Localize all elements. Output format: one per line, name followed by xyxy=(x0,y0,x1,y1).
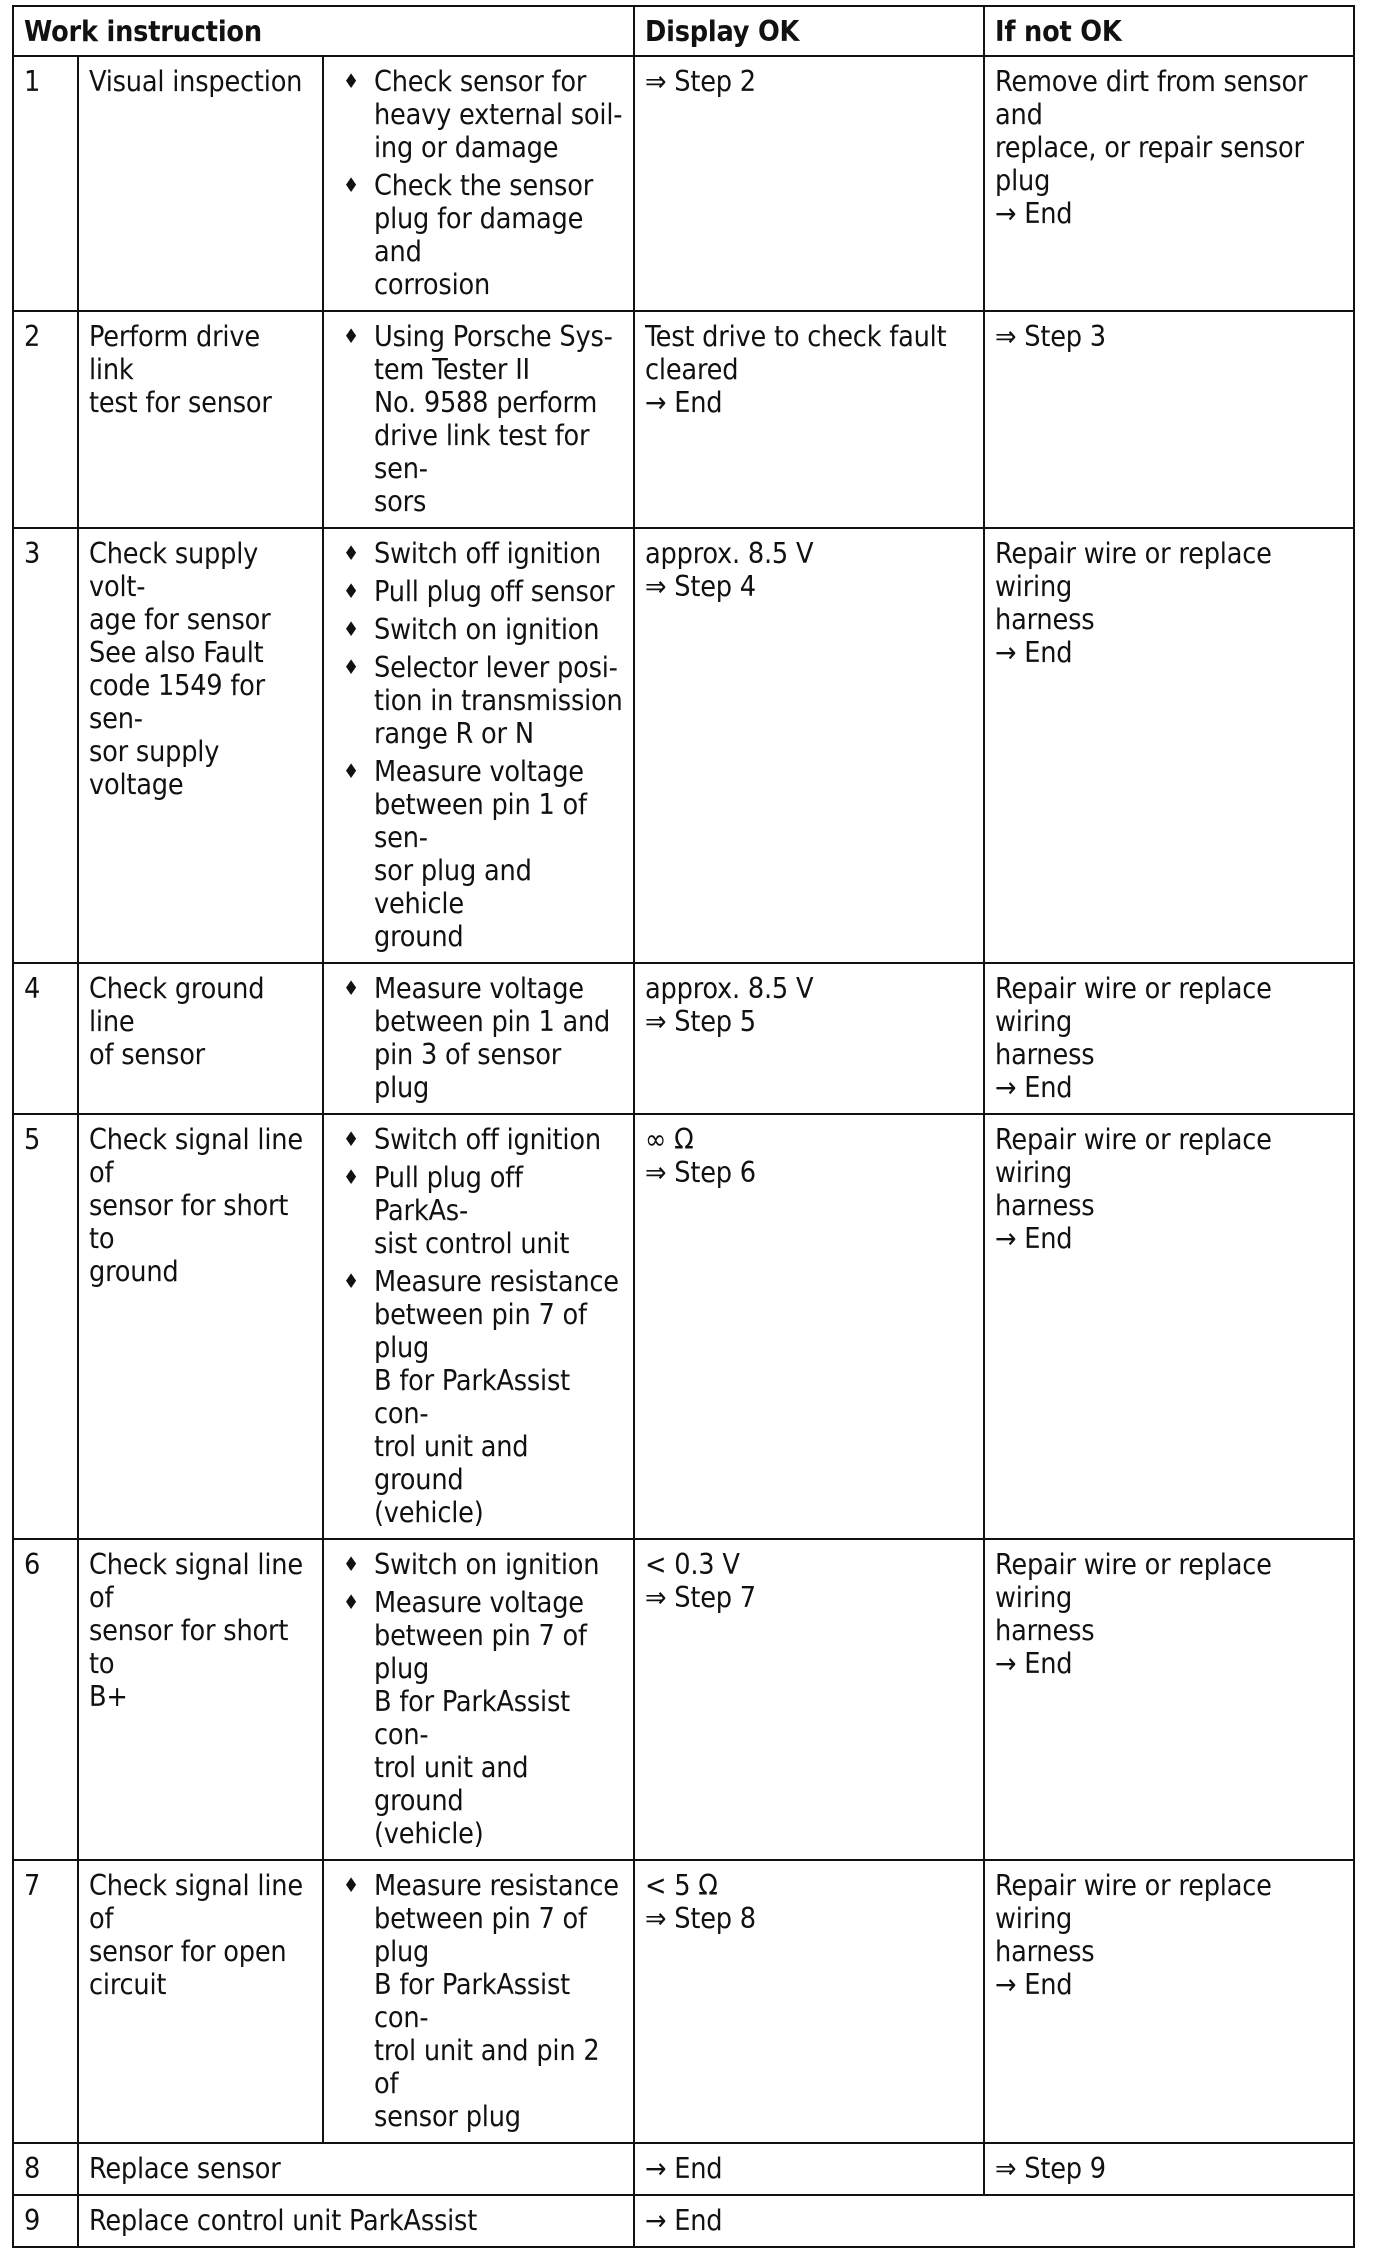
text-line: ⇒ Step 5 xyxy=(645,1005,756,1038)
procedure-list xyxy=(334,972,623,1104)
text-line: between pin 7 of plug xyxy=(374,1619,595,1685)
header-if-not-ok: If not OK xyxy=(984,6,1354,56)
bullet-icon: ♦ xyxy=(343,1873,359,1897)
text-line: → End xyxy=(995,1071,1073,1104)
text-line: sensor for short to xyxy=(89,1189,297,1255)
bullet-icon: ♦ xyxy=(343,759,359,783)
procedure-item xyxy=(334,320,623,518)
step-number: 5 xyxy=(13,1114,78,1539)
text-line: ⇒ Step 8 xyxy=(645,1902,756,1935)
text-line: ⇒ Step 7 xyxy=(645,1581,756,1614)
procedure-item xyxy=(334,613,623,646)
table-row xyxy=(13,1539,1354,1860)
text-line: Repair wire or replace wiring xyxy=(995,1869,1280,1935)
if-not-ok-cell xyxy=(984,1539,1354,1860)
text-line: ing or damage xyxy=(374,131,559,164)
text-line: cleared xyxy=(645,353,739,386)
text-line: Check signal line of xyxy=(89,1123,311,1189)
text-line: → End xyxy=(645,386,723,419)
text-line: ⇒ Step 6 xyxy=(645,1156,756,1189)
text-line: → End xyxy=(995,636,1073,669)
text-line: Measure voltage xyxy=(374,755,584,788)
text-line: approx. 8.5 V xyxy=(645,972,814,1005)
step-number: 7 xyxy=(13,1860,78,2143)
text-line: B+ xyxy=(89,1680,128,1713)
text-line: < 5 Ω xyxy=(645,1869,718,1902)
text-line: tem Tester II xyxy=(374,353,530,386)
bullet-icon: ♦ xyxy=(343,1127,359,1151)
text-line: Repair wire or replace wiring xyxy=(995,972,1280,1038)
if-not-ok-cell xyxy=(984,528,1354,963)
table-row xyxy=(13,528,1354,963)
text-line: tion in transmission xyxy=(374,684,623,717)
text-line: Switch off ignition xyxy=(374,1123,601,1156)
procedure-item xyxy=(334,1869,623,2133)
display-ok-cell xyxy=(634,528,984,963)
text-line: harness xyxy=(995,603,1095,636)
step-number: 2 xyxy=(13,311,78,528)
text-line: sors xyxy=(374,485,427,518)
text-line: test for sensor xyxy=(89,386,272,419)
display-ok-cell xyxy=(634,56,984,311)
display-ok-cell xyxy=(634,1539,984,1860)
procedure-item xyxy=(334,1586,623,1850)
procedure-item xyxy=(334,537,623,570)
text-line: sensor plug xyxy=(374,2100,521,2133)
step-title: Replace control unit ParkAssist xyxy=(78,2195,634,2247)
step-number: 6 xyxy=(13,1539,78,1860)
text-line: B for ParkAssist con- xyxy=(374,1364,578,1430)
text-line: Check the sensor xyxy=(374,169,594,202)
procedure-list xyxy=(334,320,623,518)
procedure-cell xyxy=(323,528,634,963)
text-line: Remove dirt from sensor and xyxy=(995,65,1316,131)
bullet-icon: ♦ xyxy=(343,655,359,679)
display-ok-cell xyxy=(634,311,984,528)
procedure-cell xyxy=(323,1539,634,1860)
text-line: ground xyxy=(89,1255,179,1288)
step-number: 4 xyxy=(13,963,78,1114)
display-ok-cell xyxy=(634,1860,984,2143)
procedure-list xyxy=(334,537,623,953)
bullet-icon: ♦ xyxy=(343,579,359,603)
text-line: Check signal line of xyxy=(89,1869,311,1935)
step-title xyxy=(78,1860,323,2143)
text-line: between pin 1 of sen- xyxy=(374,788,595,854)
text-line: range R or N xyxy=(374,717,534,750)
text-line: plug for damage and xyxy=(374,202,592,268)
if-not-ok-cell xyxy=(984,56,1354,311)
text-line: ground xyxy=(374,920,464,953)
procedure-item xyxy=(334,651,623,750)
text-line: ⇒ Step 4 xyxy=(645,570,756,603)
text-line: B for ParkAssist con- xyxy=(374,1685,578,1751)
if-not-ok-cell xyxy=(984,311,1354,528)
text-line: ⇒ Step 3 xyxy=(995,320,1106,353)
procedure-list xyxy=(334,1869,623,2133)
text-line: Check signal line of xyxy=(89,1548,311,1614)
text-line: Perform drive link xyxy=(89,320,268,386)
text-line: trol unit and pin 2 of xyxy=(374,2034,608,2100)
text-line: Repair wire or replace wiring xyxy=(995,1548,1280,1614)
table-row xyxy=(13,963,1354,1114)
bullet-icon: ♦ xyxy=(343,1590,359,1614)
if-not-ok-cell xyxy=(984,1860,1354,2143)
bullet-icon: ♦ xyxy=(343,1269,359,1293)
text-line: Visual inspection xyxy=(89,65,303,98)
text-line: between pin 7 of plug xyxy=(374,1298,595,1364)
text-line: Check sensor for xyxy=(374,65,587,98)
text-line: replace, or repair sensor xyxy=(995,131,1304,164)
bullet-icon: ♦ xyxy=(343,69,359,93)
text-line: Measure resistance xyxy=(374,1869,619,1902)
text-line: plug xyxy=(995,164,1051,197)
procedure-item xyxy=(334,1265,623,1529)
display-ok-cell xyxy=(634,1114,984,1539)
bullet-icon: ♦ xyxy=(343,324,359,348)
table-row xyxy=(13,1860,1354,2143)
work-instruction-table xyxy=(12,5,1355,2248)
text-line: Measure voltage xyxy=(374,1586,584,1619)
text-line: between pin 1 and xyxy=(374,1005,611,1038)
text-line: No. 9588 perform xyxy=(374,386,598,419)
text-line: between pin 7 of plug xyxy=(374,1902,595,1968)
text-line: Check supply volt- xyxy=(89,537,267,603)
text-line: (vehicle) xyxy=(374,1817,484,1850)
text-line: Switch off ignition xyxy=(374,537,601,570)
text-line: → End xyxy=(995,1968,1073,2001)
text-line: Measure resistance xyxy=(374,1265,619,1298)
table-row xyxy=(13,2195,1354,2247)
bullet-icon: ♦ xyxy=(343,617,359,641)
procedure-item xyxy=(334,755,623,953)
procedure-cell xyxy=(323,311,634,528)
bullet-icon: ♦ xyxy=(343,173,359,197)
text-line: circuit xyxy=(89,1968,167,2001)
step-number: 3 xyxy=(13,528,78,963)
table-row xyxy=(13,1114,1354,1539)
table-row xyxy=(13,311,1354,528)
text-line: of sensor xyxy=(89,1038,206,1071)
text-line: Switch on ignition xyxy=(374,1548,600,1581)
procedure-list xyxy=(334,1548,623,1850)
if-not-ok-cell xyxy=(984,963,1354,1114)
table-row xyxy=(13,2143,1354,2195)
text-line: harness xyxy=(995,1038,1095,1071)
if-not-ok-cell: ⇒ Step 9 xyxy=(984,2143,1354,2195)
display-ok-cell xyxy=(634,963,984,1114)
if-not-ok-cell xyxy=(984,1114,1354,1539)
text-line: Repair wire or replace wiring xyxy=(995,537,1280,603)
text-line: B for ParkAssist con- xyxy=(374,1968,578,2034)
text-line: corrosion xyxy=(374,268,491,301)
procedure-item xyxy=(334,1123,623,1156)
text-line: Check ground line xyxy=(89,972,273,1038)
step-title xyxy=(78,1539,323,1860)
text-line: < 0.3 V xyxy=(645,1548,740,1581)
text-line: Measure voltage xyxy=(374,972,584,1005)
procedure-item xyxy=(334,575,623,608)
text-line: trol unit and ground xyxy=(374,1751,537,1817)
bullet-icon: ♦ xyxy=(343,541,359,565)
procedure-item xyxy=(334,169,623,301)
procedure-item xyxy=(334,65,623,164)
procedure-cell xyxy=(323,963,634,1114)
step-title xyxy=(78,56,323,311)
text-line: ∞ Ω xyxy=(645,1123,694,1156)
bullet-icon: ♦ xyxy=(343,976,359,1000)
step-title xyxy=(78,528,323,963)
table-row xyxy=(13,56,1354,311)
text-line: pin 3 of sensor plug xyxy=(374,1038,570,1104)
text-line: trol unit and ground xyxy=(374,1430,537,1496)
display-ok-cell: → End xyxy=(634,2143,984,2195)
step-title xyxy=(78,1114,323,1539)
text-line: sensor for open xyxy=(89,1935,287,1968)
step-title xyxy=(78,963,323,1114)
text-line: → End xyxy=(995,197,1073,230)
text-line: See also Fault xyxy=(89,636,264,669)
procedure-list xyxy=(334,1123,623,1529)
display-ok-cell: → End xyxy=(634,2195,1354,2247)
text-line: Switch on ignition xyxy=(374,613,600,646)
text-line: drive link test for sen- xyxy=(374,419,598,485)
text-line: harness xyxy=(995,1935,1095,1968)
text-line: → End xyxy=(995,1222,1073,1255)
step-number: 1 xyxy=(13,56,78,311)
text-line: age for sensor xyxy=(89,603,271,636)
text-line: ⇒ Step 2 xyxy=(645,65,756,98)
text-line: Test drive to check fault xyxy=(645,320,947,353)
step-title: Replace sensor xyxy=(78,2143,634,2195)
step-number: 8 xyxy=(13,2143,78,2195)
procedure-cell xyxy=(323,1860,634,2143)
text-line: Pull plug off ParkAs- xyxy=(374,1161,531,1227)
procedure-item xyxy=(334,1548,623,1581)
procedure-cell xyxy=(323,1114,634,1539)
text-line: (vehicle) xyxy=(374,1496,484,1529)
step-title xyxy=(78,311,323,528)
procedure-item xyxy=(334,1161,623,1260)
procedure-list xyxy=(334,65,623,301)
header-display-ok: Display OK xyxy=(634,6,984,56)
text-line: sor supply voltage xyxy=(89,735,228,801)
text-line: heavy external soil- xyxy=(374,98,623,131)
text-line: sist control unit xyxy=(374,1227,570,1260)
text-line: harness xyxy=(995,1189,1095,1222)
text-line: harness xyxy=(995,1614,1095,1647)
bullet-icon: ♦ xyxy=(343,1165,359,1189)
text-line: code 1549 for sen- xyxy=(89,669,273,735)
text-line: Pull plug off sensor xyxy=(374,575,615,608)
text-line: sensor for short to xyxy=(89,1614,297,1680)
bullet-icon: ♦ xyxy=(343,1552,359,1576)
text-line: sor plug and vehicle xyxy=(374,854,540,920)
text-line: Selector lever posi- xyxy=(374,651,618,684)
header-work-instruction: Work instruction xyxy=(13,6,634,56)
text-line: Using Porsche Sys- xyxy=(374,320,613,353)
text-line: → End xyxy=(995,1647,1073,1680)
text-line: approx. 8.5 V xyxy=(645,537,814,570)
step-number: 9 xyxy=(13,2195,78,2247)
procedure-item xyxy=(334,972,623,1104)
text-line: Repair wire or replace wiring xyxy=(995,1123,1280,1189)
table-body xyxy=(13,56,1354,2247)
procedure-cell xyxy=(323,56,634,311)
table-header-row xyxy=(13,6,1354,56)
